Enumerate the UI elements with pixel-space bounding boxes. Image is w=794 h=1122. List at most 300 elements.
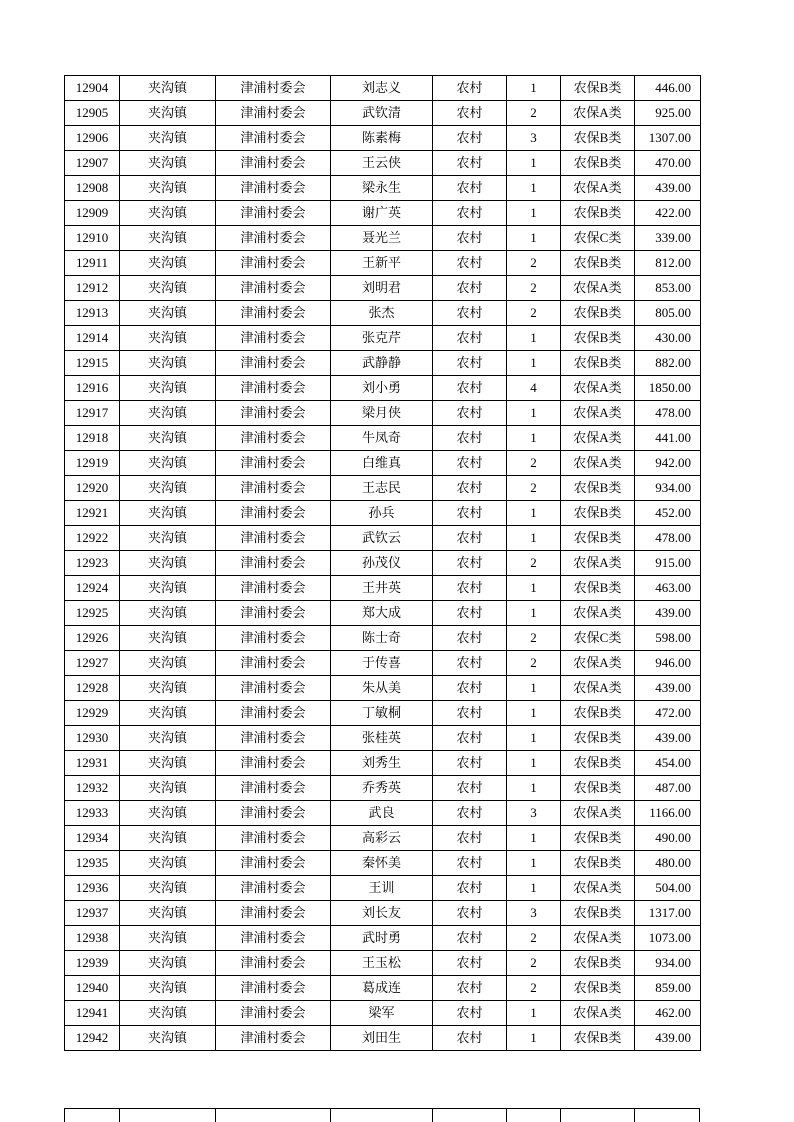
cell-name: 梁军 (331, 1001, 433, 1026)
cell-category: 农村 (433, 551, 507, 576)
cell-id: 12934 (65, 826, 120, 851)
cell-insurance_type: 农保A类 (561, 401, 635, 426)
cell-category: 农村 (433, 251, 507, 276)
cell-town: 夹沟镇 (120, 801, 216, 826)
cell-id: 12939 (65, 951, 120, 976)
cell-name: 王训 (331, 876, 433, 901)
cell-count: 1 (507, 76, 561, 101)
cell-name: 刘明君 (331, 276, 433, 301)
cell-amount: 439.00 (635, 726, 701, 751)
cell-id: 12928 (65, 676, 120, 701)
cell-category: 农村 (433, 601, 507, 626)
cell-category: 农村 (433, 376, 507, 401)
cell-id: 12905 (65, 101, 120, 126)
cell-insurance_type: 农保B类 (561, 526, 635, 551)
cell-town: 夹沟镇 (120, 501, 216, 526)
cell-village: 津浦村委会 (216, 801, 331, 826)
records-table (64, 75, 701, 1051)
cell-id: 12922 (65, 526, 120, 551)
cell-id: 12933 (65, 801, 120, 826)
cell-town: 夹沟镇 (120, 926, 216, 951)
cell-category: 农村 (433, 526, 507, 551)
table-row (65, 801, 701, 826)
cell-amount: 439.00 (635, 676, 701, 701)
cell-id: 12915 (65, 351, 120, 376)
cell-village: 津浦村委会 (216, 176, 331, 201)
cell-category: 农村 (433, 226, 507, 251)
cell-town: 夹沟镇 (120, 76, 216, 101)
cell-count: 1 (507, 351, 561, 376)
cell-id: 12938 (65, 926, 120, 951)
cell-village: 津浦村委会 (216, 251, 331, 276)
cell-id: 12932 (65, 776, 120, 801)
cell-village: 津浦村委会 (216, 401, 331, 426)
cell-village: 津浦村委会 (216, 201, 331, 226)
cell-name: 武钦云 (331, 526, 433, 551)
cell-name: 武静静 (331, 351, 433, 376)
cell-count: 1 (507, 676, 561, 701)
cell-insurance_type: 农保B类 (561, 301, 635, 326)
cell-category: 农村 (433, 876, 507, 901)
cell-id: 12918 (65, 426, 120, 451)
cell-count: 1 (507, 726, 561, 751)
table-row (65, 551, 701, 576)
cell-village: 津浦村委会 (216, 1026, 331, 1051)
cell-village: 津浦村委会 (216, 951, 331, 976)
cell-insurance_type: 农保B类 (561, 126, 635, 151)
cell-name: 武良 (331, 801, 433, 826)
partial-cell (560, 1109, 634, 1122)
cell-town: 夹沟镇 (120, 726, 216, 751)
cell-category: 农村 (433, 326, 507, 351)
cell-amount: 934.00 (635, 476, 701, 501)
cell-town: 夹沟镇 (120, 626, 216, 651)
cell-count: 2 (507, 976, 561, 1001)
cell-amount: 1850.00 (635, 376, 701, 401)
cell-village: 津浦村委会 (216, 776, 331, 801)
cell-category: 农村 (433, 826, 507, 851)
cell-category: 农村 (433, 101, 507, 126)
cell-id: 12923 (65, 551, 120, 576)
cell-name: 朱从美 (331, 676, 433, 701)
table-row (65, 826, 701, 851)
partial-cell (64, 1109, 119, 1122)
cell-id: 12912 (65, 276, 120, 301)
cell-village: 津浦村委会 (216, 326, 331, 351)
cell-village: 津浦村委会 (216, 901, 331, 926)
cell-town: 夹沟镇 (120, 676, 216, 701)
cell-name: 刘秀生 (331, 751, 433, 776)
cell-name: 张桂英 (331, 726, 433, 751)
cell-name: 白维真 (331, 451, 433, 476)
cell-category: 农村 (433, 626, 507, 651)
cell-id: 12937 (65, 901, 120, 926)
table-row (65, 851, 701, 876)
cell-town: 夹沟镇 (120, 951, 216, 976)
cell-count: 2 (507, 626, 561, 651)
partial-cell (330, 1109, 432, 1122)
cell-insurance_type: 农保B类 (561, 851, 635, 876)
table-row (65, 976, 701, 1001)
cell-amount: 859.00 (635, 976, 701, 1001)
cell-amount: 882.00 (635, 351, 701, 376)
table-row (65, 901, 701, 926)
cell-id: 12925 (65, 601, 120, 626)
cell-count: 1 (507, 826, 561, 851)
cell-village: 津浦村委会 (216, 276, 331, 301)
cell-insurance_type: 农保B类 (561, 351, 635, 376)
table-row (65, 276, 701, 301)
cell-name: 刘志义 (331, 76, 433, 101)
cell-category: 农村 (433, 451, 507, 476)
cell-amount: 446.00 (635, 76, 701, 101)
cell-amount: 439.00 (635, 1026, 701, 1051)
cell-village: 津浦村委会 (216, 626, 331, 651)
cell-category: 农村 (433, 851, 507, 876)
cell-insurance_type: 农保B类 (561, 476, 635, 501)
cell-amount: 1073.00 (635, 926, 701, 951)
cell-insurance_type: 农保B类 (561, 76, 635, 101)
cell-insurance_type: 农保B类 (561, 501, 635, 526)
cell-category: 农村 (433, 951, 507, 976)
cell-amount: 490.00 (635, 826, 701, 851)
cell-amount: 853.00 (635, 276, 701, 301)
cell-count: 2 (507, 276, 561, 301)
cell-name: 高彩云 (331, 826, 433, 851)
cell-name: 武时勇 (331, 926, 433, 951)
cell-category: 农村 (433, 476, 507, 501)
cell-id: 12929 (65, 701, 120, 726)
cell-category: 农村 (433, 751, 507, 776)
cell-id: 12936 (65, 876, 120, 901)
cell-village: 津浦村委会 (216, 376, 331, 401)
cell-id: 12942 (65, 1026, 120, 1051)
cell-id: 12941 (65, 1001, 120, 1026)
cell-amount: 439.00 (635, 601, 701, 626)
cell-village: 津浦村委会 (216, 551, 331, 576)
cell-town: 夹沟镇 (120, 576, 216, 601)
cell-town: 夹沟镇 (120, 526, 216, 551)
cell-count: 1 (507, 151, 561, 176)
cell-insurance_type: 农保A类 (561, 376, 635, 401)
cell-town: 夹沟镇 (120, 451, 216, 476)
table-row (65, 601, 701, 626)
cell-count: 1 (507, 851, 561, 876)
cell-village: 津浦村委会 (216, 601, 331, 626)
partial-cell (119, 1109, 215, 1122)
cell-village: 津浦村委会 (216, 851, 331, 876)
cell-insurance_type: 农保A类 (561, 551, 635, 576)
cell-count: 1 (507, 201, 561, 226)
table-row (65, 526, 701, 551)
cell-count: 2 (507, 476, 561, 501)
partial-clipped-row (64, 1108, 700, 1122)
table-row (65, 301, 701, 326)
cell-category: 农村 (433, 426, 507, 451)
cell-amount: 463.00 (635, 576, 701, 601)
cell-insurance_type: 农保A类 (561, 601, 635, 626)
cell-insurance_type: 农保B类 (561, 976, 635, 1001)
cell-town: 夹沟镇 (120, 901, 216, 926)
cell-name: 孙茂仪 (331, 551, 433, 576)
table-row (65, 351, 701, 376)
cell-count: 3 (507, 901, 561, 926)
cell-count: 1 (507, 526, 561, 551)
cell-town: 夹沟镇 (120, 401, 216, 426)
table-row (65, 326, 701, 351)
cell-town: 夹沟镇 (120, 326, 216, 351)
cell-id: 12911 (65, 251, 120, 276)
partial-cell (432, 1109, 506, 1122)
cell-village: 津浦村委会 (216, 1001, 331, 1026)
cell-name: 丁敏桐 (331, 701, 433, 726)
cell-name: 谢广英 (331, 201, 433, 226)
cell-category: 农村 (433, 726, 507, 751)
cell-town: 夹沟镇 (120, 751, 216, 776)
cell-town: 夹沟镇 (120, 426, 216, 451)
cell-village: 津浦村委会 (216, 351, 331, 376)
cell-village: 津浦村委会 (216, 151, 331, 176)
table-row (65, 126, 701, 151)
cell-town: 夹沟镇 (120, 201, 216, 226)
cell-amount: 598.00 (635, 626, 701, 651)
table-row (65, 651, 701, 676)
table-row (65, 451, 701, 476)
cell-count: 1 (507, 326, 561, 351)
cell-name: 王井英 (331, 576, 433, 601)
cell-town: 夹沟镇 (120, 826, 216, 851)
cell-insurance_type: 农保B类 (561, 701, 635, 726)
cell-name: 张克芹 (331, 326, 433, 351)
cell-category: 农村 (433, 676, 507, 701)
cell-amount: 422.00 (635, 201, 701, 226)
cell-id: 12904 (65, 76, 120, 101)
cell-town: 夹沟镇 (120, 301, 216, 326)
cell-id: 12917 (65, 401, 120, 426)
cell-village: 津浦村委会 (216, 526, 331, 551)
cell-amount: 504.00 (635, 876, 701, 901)
table-row (65, 676, 701, 701)
cell-count: 1 (507, 751, 561, 776)
cell-amount: 441.00 (635, 426, 701, 451)
cell-amount: 1307.00 (635, 126, 701, 151)
cell-category: 农村 (433, 201, 507, 226)
table-row (65, 426, 701, 451)
cell-category: 农村 (433, 501, 507, 526)
cell-amount: 454.00 (635, 751, 701, 776)
cell-town: 夹沟镇 (120, 476, 216, 501)
table-row (65, 176, 701, 201)
cell-amount: 480.00 (635, 851, 701, 876)
cell-id: 12931 (65, 751, 120, 776)
cell-category: 农村 (433, 651, 507, 676)
cell-amount: 452.00 (635, 501, 701, 526)
cell-count: 1 (507, 1026, 561, 1051)
cell-village: 津浦村委会 (216, 726, 331, 751)
cell-town: 夹沟镇 (120, 776, 216, 801)
cell-insurance_type: 农保A类 (561, 676, 635, 701)
table-row (65, 1001, 701, 1026)
cell-insurance_type: 农保B类 (561, 751, 635, 776)
table-row (65, 876, 701, 901)
cell-id: 12906 (65, 126, 120, 151)
cell-category: 农村 (433, 801, 507, 826)
cell-count: 1 (507, 876, 561, 901)
cell-town: 夹沟镇 (120, 1026, 216, 1051)
cell-town: 夹沟镇 (120, 851, 216, 876)
cell-village: 津浦村委会 (216, 701, 331, 726)
cell-name: 武钦清 (331, 101, 433, 126)
cell-category: 农村 (433, 401, 507, 426)
cell-id: 12907 (65, 151, 120, 176)
table-row (65, 76, 701, 101)
cell-village: 津浦村委会 (216, 501, 331, 526)
cell-count: 2 (507, 926, 561, 951)
cell-amount: 925.00 (635, 101, 701, 126)
cell-amount: 472.00 (635, 701, 701, 726)
cell-category: 农村 (433, 701, 507, 726)
cell-name: 王玉松 (331, 951, 433, 976)
cell-name: 王新平 (331, 251, 433, 276)
cell-town: 夹沟镇 (120, 251, 216, 276)
cell-count: 2 (507, 251, 561, 276)
cell-amount: 462.00 (635, 1001, 701, 1026)
cell-village: 津浦村委会 (216, 301, 331, 326)
cell-town: 夹沟镇 (120, 276, 216, 301)
table-row (65, 501, 701, 526)
cell-count: 1 (507, 501, 561, 526)
cell-village: 津浦村委会 (216, 451, 331, 476)
cell-name: 于传喜 (331, 651, 433, 676)
cell-count: 1 (507, 226, 561, 251)
cell-name: 郑大成 (331, 601, 433, 626)
cell-count: 2 (507, 301, 561, 326)
cell-insurance_type: 农保B类 (561, 826, 635, 851)
cell-town: 夹沟镇 (120, 101, 216, 126)
cell-count: 1 (507, 701, 561, 726)
cell-count: 1 (507, 1001, 561, 1026)
table-row (65, 376, 701, 401)
cell-insurance_type: 农保B类 (561, 251, 635, 276)
cell-name: 刘小勇 (331, 376, 433, 401)
cell-id: 12920 (65, 476, 120, 501)
cell-name: 牛凤奇 (331, 426, 433, 451)
table-row (65, 776, 701, 801)
cell-insurance_type: 农保B类 (561, 901, 635, 926)
table-body (65, 76, 701, 1051)
cell-amount: 439.00 (635, 176, 701, 201)
cell-category: 农村 (433, 276, 507, 301)
cell-count: 4 (507, 376, 561, 401)
cell-town: 夹沟镇 (120, 176, 216, 201)
cell-count: 2 (507, 951, 561, 976)
cell-town: 夹沟镇 (120, 351, 216, 376)
cell-id: 12921 (65, 501, 120, 526)
cell-id: 12919 (65, 451, 120, 476)
cell-town: 夹沟镇 (120, 126, 216, 151)
cell-amount: 487.00 (635, 776, 701, 801)
cell-insurance_type: 农保A类 (561, 176, 635, 201)
cell-amount: 470.00 (635, 151, 701, 176)
cell-amount: 934.00 (635, 951, 701, 976)
partial-cell (215, 1109, 330, 1122)
cell-amount: 430.00 (635, 326, 701, 351)
cell-town: 夹沟镇 (120, 376, 216, 401)
cell-id: 12926 (65, 626, 120, 651)
cell-amount: 339.00 (635, 226, 701, 251)
cell-id: 12924 (65, 576, 120, 601)
cell-name: 聂光兰 (331, 226, 433, 251)
cell-name: 葛成连 (331, 976, 433, 1001)
table-row (65, 1026, 701, 1051)
cell-count: 3 (507, 801, 561, 826)
cell-name: 刘长友 (331, 901, 433, 926)
cell-count: 1 (507, 576, 561, 601)
cell-village: 津浦村委会 (216, 651, 331, 676)
table-row (65, 201, 701, 226)
table-row (65, 226, 701, 251)
cell-count: 2 (507, 101, 561, 126)
cell-town: 夹沟镇 (120, 601, 216, 626)
table-row (65, 701, 701, 726)
cell-village: 津浦村委会 (216, 876, 331, 901)
table-row (65, 251, 701, 276)
table-row (65, 476, 701, 501)
partial-cell (634, 1109, 700, 1122)
cell-category: 农村 (433, 1026, 507, 1051)
cell-amount: 946.00 (635, 651, 701, 676)
cell-name: 刘田生 (331, 1026, 433, 1051)
cell-name: 乔秀英 (331, 776, 433, 801)
cell-amount: 812.00 (635, 251, 701, 276)
cell-village: 津浦村委会 (216, 226, 331, 251)
table-row (65, 751, 701, 776)
cell-id: 12930 (65, 726, 120, 751)
cell-category: 农村 (433, 776, 507, 801)
cell-insurance_type: 农保A类 (561, 876, 635, 901)
cell-village: 津浦村委会 (216, 576, 331, 601)
cell-village: 津浦村委会 (216, 976, 331, 1001)
cell-insurance_type: 农保A类 (561, 276, 635, 301)
cell-village: 津浦村委会 (216, 426, 331, 451)
cell-amount: 1317.00 (635, 901, 701, 926)
cell-count: 2 (507, 651, 561, 676)
cell-village: 津浦村委会 (216, 476, 331, 501)
cell-town: 夹沟镇 (120, 651, 216, 676)
cell-village: 津浦村委会 (216, 926, 331, 951)
cell-id: 12916 (65, 376, 120, 401)
partial-cell (506, 1109, 560, 1122)
cell-insurance_type: 农保B类 (561, 576, 635, 601)
cell-insurance_type: 农保A类 (561, 451, 635, 476)
cell-name: 梁永生 (331, 176, 433, 201)
cell-town: 夹沟镇 (120, 226, 216, 251)
table-row (65, 951, 701, 976)
cell-town: 夹沟镇 (120, 151, 216, 176)
cell-category: 农村 (433, 351, 507, 376)
cell-category: 农村 (433, 151, 507, 176)
cell-name: 陈素梅 (331, 126, 433, 151)
cell-village: 津浦村委会 (216, 76, 331, 101)
cell-insurance_type: 农保C类 (561, 626, 635, 651)
table-row (65, 726, 701, 751)
cell-amount: 1166.00 (635, 801, 701, 826)
cell-amount: 478.00 (635, 401, 701, 426)
cell-village: 津浦村委会 (216, 126, 331, 151)
cell-category: 农村 (433, 76, 507, 101)
cell-count: 3 (507, 126, 561, 151)
cell-village: 津浦村委会 (216, 826, 331, 851)
